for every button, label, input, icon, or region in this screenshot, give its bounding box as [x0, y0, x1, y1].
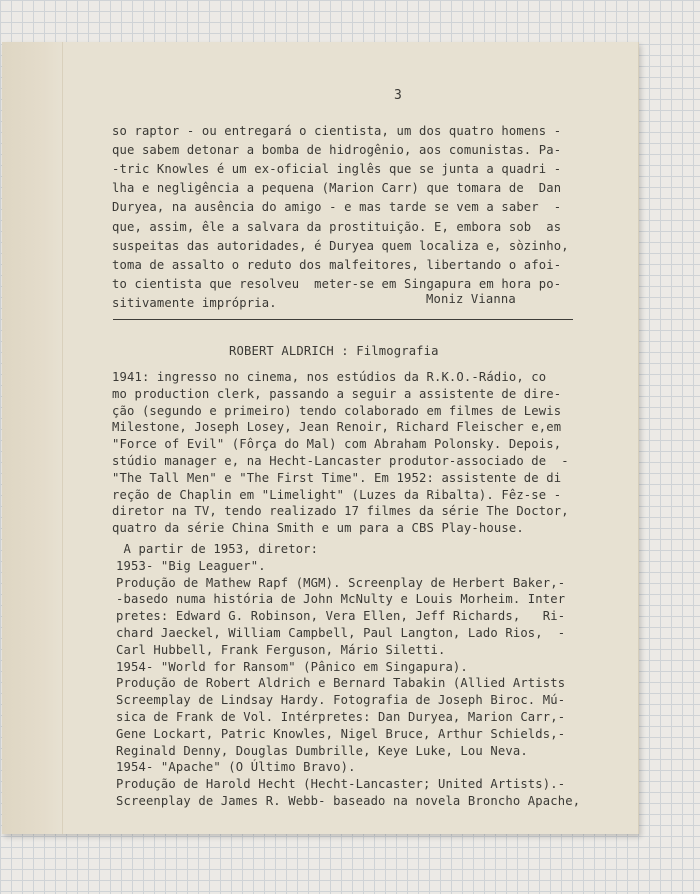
- filmography-line: pretes: Edward G. Robinson, Vera Ellen, Jeff Richards, Ri-: [116, 609, 566, 624]
- filmography-line: 1953- "Big Leaguer".: [116, 558, 266, 573]
- review-line: sitivamente imprópria.: [112, 295, 277, 310]
- review-line: suspeitas das autoridades, é Duryea quem localiza e, sòzinho,: [112, 238, 569, 253]
- biography-line: "Force of Evil" (Fôrça do Mal) com Abraham Polonsky. Depois,: [112, 437, 562, 452]
- filmography-line: 1954- "World for Ransom" (Pânico em Singapura).: [116, 659, 468, 674]
- review-line: lha e negligência a pequena (Marion Carr) que tomara de Dan: [112, 181, 562, 196]
- biography-line: "The Tall Men" e "The First Time". Em 1952: assistente de di: [112, 470, 562, 485]
- biography-line: diretor na TV, tendo realizado 17 filmes da série The Doctor,: [112, 504, 569, 519]
- filmography-line: Produção de Harold Hecht (Hecht-Lancaster; United Artists).-: [116, 777, 566, 792]
- review-line: que sabem detonar a bomba de hidrogênio, aos comunistas. Pa-: [112, 143, 562, 158]
- biography-line: stúdio manager e, na Hecht-Lancaster produtor-associado de -: [112, 454, 569, 468]
- filmography-line: Gene Lockart, Patric Knowles, Nigel Bruce, Arthur Schields,-: [116, 726, 566, 741]
- filmography-line: Screenplay de James R. Webb- baseado na novela Broncho Apache,: [116, 794, 581, 808]
- review-line: toma de assalto o reduto dos malfeitores, libertando o afoi-: [112, 257, 562, 272]
- filmography-line: Reginald Denny, Douglas Dumbrille, Keye Luke, Lou Neva.: [116, 743, 528, 758]
- biography-line: ção (segundo e primeiro) tendo colaborado em filmes de Lewis: [112, 403, 562, 418]
- filmography-line: -basedo numa história de John McNulty e Louis Morheim. Inter: [116, 592, 566, 607]
- section-divider: [113, 319, 573, 320]
- signature: Moniz Vianna: [426, 292, 516, 306]
- filmography-line: 1954- "Apache" (O Último Bravo).: [116, 760, 356, 775]
- filmography-line: chard Jaeckel, William Campbell, Paul Langton, Lado Rios, -: [116, 626, 566, 640]
- filmography-line: Screemplay de Lindsay Hardy. Fotografia de Joseph Biroc. Mú-: [116, 693, 566, 708]
- filmography-line: sica de Frank de Vol. Intérpretes: Dan Duryea, Marion Carr,-: [116, 710, 566, 724]
- paper-fold: [2, 42, 63, 834]
- filmography-line: A partir de 1953, diretor:: [116, 542, 319, 556]
- filmography-line: Carl Hubbell, Frank Ferguson, Mário Siletti.: [116, 642, 446, 657]
- biography-line: mo production clerk, passando a seguir a assistente de dire-: [112, 386, 562, 401]
- review-line: que, assim, êle a salvara da prostituição. E, embora sob as: [112, 219, 562, 234]
- biography-line: Milestone, Joseph Losey, Jean Renoir, Richard Fleischer e,em: [112, 420, 562, 435]
- review-line: Duryea, na ausência do amigo - e mas tarde se vem a saber -: [112, 200, 562, 215]
- review-line: so raptor - ou entregará o cientista, um dos quatro homens -: [112, 124, 562, 138]
- filmography-line: Produção de Mathew Rapf (MGM). Screenplay de Herbert Baker,-: [116, 575, 566, 590]
- biography-line: 1941: ingresso no cinema, nos estúdios da R.K.O.-Rádio, co: [112, 370, 547, 384]
- filmography-line: Produção de Robert Aldrich e Bernard Tabakin (Allied Artists: [116, 676, 566, 691]
- page-number: 3: [394, 88, 402, 103]
- biography-line: quatro da série China Smith e um para a CBS Play-house.: [112, 521, 524, 536]
- section-title: ROBERT ALDRICH : Filmografia: [229, 344, 439, 358]
- review-line: -tric Knowles é um ex-oficial inglês que se junta a quadri -: [112, 162, 562, 177]
- review-line: to cientista que resolveu meter-se em Singapura em hora po-: [112, 276, 562, 291]
- biography-line: reção de Chaplin em "Limelight" (Luzes da Ribalta). Fêz-se -: [112, 487, 562, 502]
